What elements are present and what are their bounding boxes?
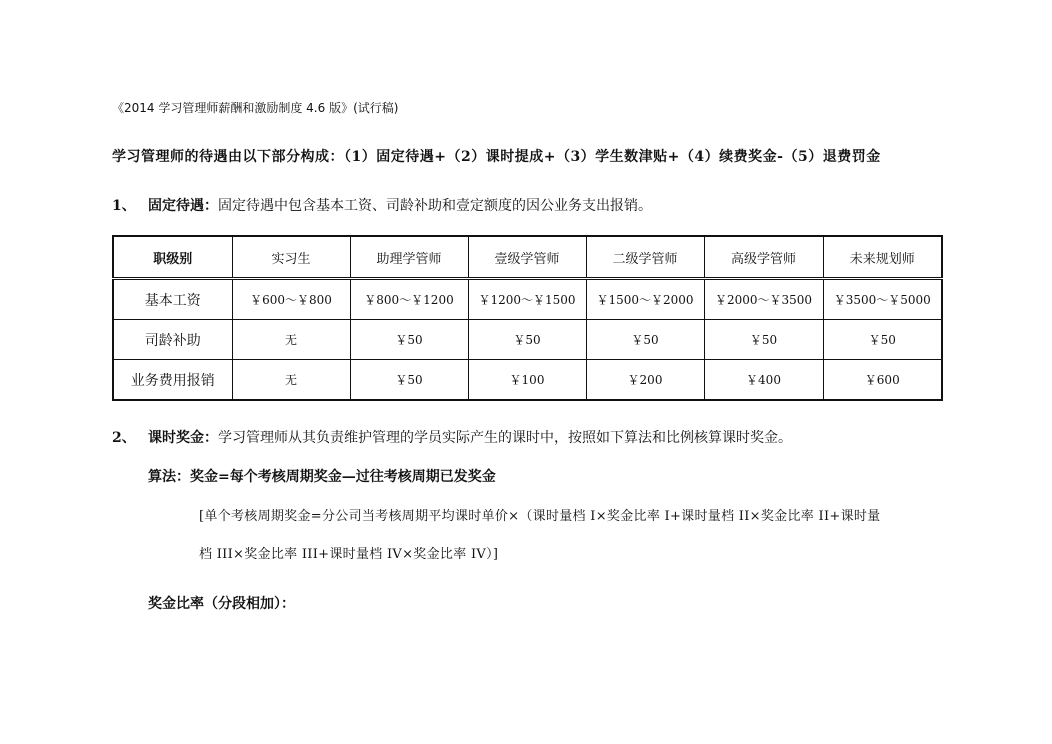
header-cell-level: 职级别 [113, 236, 232, 279]
table-row [113, 360, 942, 401]
section-1-number: 1、 [112, 198, 136, 214]
section-2 [112, 427, 792, 447]
table-cell: ￥50 [823, 320, 942, 360]
header-cell-assistant: 助理学管师 [350, 236, 468, 279]
table-cell: ￥600 [823, 360, 942, 401]
table-cell: ￥1500～￥2000 [586, 279, 704, 320]
header-cell-senior: 高级学管师 [704, 236, 823, 279]
table-cell: ￥1200～￥1500 [468, 279, 586, 320]
table-header-row [113, 236, 942, 279]
salary-table [112, 235, 943, 401]
table-cell: ￥50 [468, 320, 586, 360]
table-row [113, 279, 942, 320]
row-label-expense-reimbursement: 业务费用报销 [113, 360, 232, 401]
table-cell: ￥50 [704, 320, 823, 360]
row-label-seniority-allowance: 司龄补助 [113, 320, 232, 360]
section-1 [112, 195, 652, 215]
formula-line-2: 档 III×奖金比率 III+课时量档 IV×奖金比率 IV）] [199, 547, 499, 562]
section-1-heading: 固定待遇： [148, 198, 218, 214]
header-cell-planner: 未来规划师 [823, 236, 942, 279]
table-cell: ￥600～￥800 [232, 279, 350, 320]
table-cell: ￥50 [350, 320, 468, 360]
section-1-text: 固定待遇中包含基本工资、司龄补助和壹定额度的因公业务支出报销。 [218, 198, 652, 214]
header-cell-intern: 实习生 [232, 236, 350, 279]
header-cell-level-1: 壹级学管师 [468, 236, 586, 279]
table-cell: 无 [232, 320, 350, 360]
table-cell: ￥400 [704, 360, 823, 401]
intro-paragraph: 学习管理师的待遇由以下部分构成：（1）固定待遇+（2）课时提成+（3）学生数津贴+（4）续费奖金-（5）退费罚金 [112, 149, 881, 165]
table-cell: ￥200 [586, 360, 704, 401]
formula-line-1: [单个考核周期奖金=分公司当考核周期平均课时单价×（课时量档 I×奖金比率 I+课时量档 II×奖金比率 II+课时量 [199, 509, 881, 524]
bonus-ratio-heading: 奖金比率（分段相加）： [148, 596, 295, 612]
document-title: 《2014 学习管理师薪酬和激励制度 4.6 版》(试行稿) [112, 101, 399, 115]
table-cell: ￥3500～￥5000 [823, 279, 942, 320]
table-cell: 无 [232, 360, 350, 401]
table-row [113, 320, 942, 360]
algorithm-line: 算法：奖金=每个考核周期奖金—过往考核周期已发奖金 [148, 469, 496, 485]
table-cell: ￥2000～￥3500 [704, 279, 823, 320]
table-cell: ￥800～￥1200 [350, 279, 468, 320]
row-label-base-salary: 基本工资 [113, 279, 232, 320]
table-cell: ￥50 [350, 360, 468, 401]
section-2-heading: 课时奖金： [148, 430, 218, 446]
table-cell: ￥50 [586, 320, 704, 360]
section-2-text: 学习管理师从其负责维护管理的学员实际产生的课时中，按照如下算法和比例核算课时奖金。 [218, 430, 792, 446]
section-2-number: 2、 [112, 430, 136, 446]
table-cell: ￥100 [468, 360, 586, 401]
header-cell-level-2: 二级学管师 [586, 236, 704, 279]
